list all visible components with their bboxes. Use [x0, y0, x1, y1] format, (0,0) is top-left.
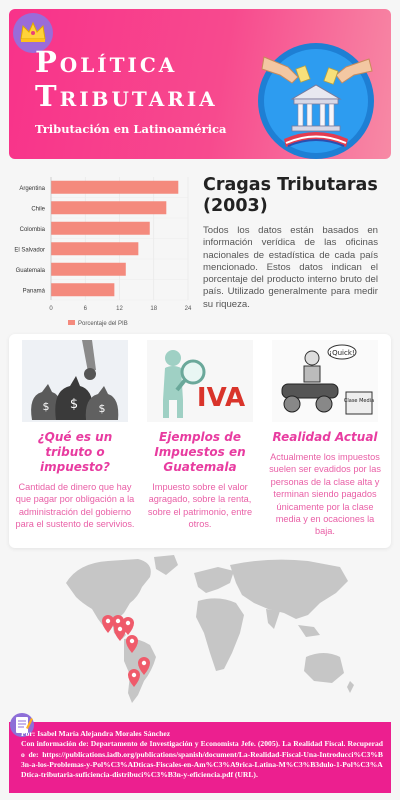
cards-panel — [9, 334, 391, 548]
cartoon-speech: ¡Quick! — [329, 349, 355, 357]
x-tick-label: 0 — [49, 306, 53, 312]
footer-source: Con información de: Departamento de Investigación y Economista Jefe. (2005). La Realidad Fiscal. Recuperado de: https://publications.iadb.org/publications/spanish/document/La-Realidad-Fiscal-Una-Introducci%C3%B3n-a-los-Problemas-y-Pol%C3%ADticas-Fiscales-en-Am%C3%A9rica-Latina-M%C3%B3dulo-1-Pol%C3%ADtica-tributaria-suficiencia-distribuci%C3%B3n-y-eficiencia.pdf (URL). — [21, 739, 383, 780]
cartoon-image — [272, 340, 378, 422]
map-pin-icon — [114, 623, 126, 641]
bar-label: Colombia — [19, 226, 45, 233]
footer-credits — [9, 722, 391, 793]
legend-swatch — [68, 320, 75, 325]
iva-label: IVA — [196, 383, 246, 413]
map-pin-icon — [102, 615, 114, 633]
page-title — [35, 45, 218, 113]
svg-text:$: $ — [42, 400, 50, 413]
title-line-2: Tributaria — [35, 79, 218, 113]
tax-building-illustration — [254, 39, 379, 159]
card-text: Actualmente los impuestos suelen ser evadidos por las personas de la clase alta y terminan siendo pagados únicamente por la clase media y en ocaciones la baja. — [269, 452, 381, 537]
bar — [51, 222, 150, 235]
bar — [51, 201, 166, 214]
footer-author: Por: Isabel María Alejandra Morales Sánchez — [21, 729, 171, 738]
map-pin-dot — [142, 661, 146, 665]
bar — [51, 242, 138, 255]
card-current-reality — [265, 340, 385, 538]
x-tick-label: 18 — [150, 306, 158, 312]
map-pin-dot — [106, 619, 110, 623]
bar-label: Guatemala — [15, 267, 45, 274]
money-bags-image — [22, 340, 128, 422]
bar-label: Chile — [31, 206, 45, 213]
card-text: Cantidad de dinero que hay que pagar por obligación a la administración del gobierno para el sustento de servivios. — [15, 482, 135, 530]
card-what-is-tax — [15, 340, 135, 531]
bar — [51, 181, 178, 194]
bar-label: Panamá — [22, 288, 45, 295]
header-banner — [9, 9, 391, 159]
map-pin-dot — [118, 627, 122, 631]
bar — [51, 263, 126, 276]
map-pin-dot — [132, 673, 136, 677]
footer-text — [21, 729, 383, 780]
cartoon-sign: Clase Media — [343, 398, 375, 404]
tax-burden-bar-chart — [8, 172, 200, 334]
bar — [51, 283, 114, 296]
chart-description: Todos los datos están basados en información verídica de las oficinas nacionales de estadística de cada país mencionado. Estos datos indican el porcentaje del producto interno bruto del país. Utilizado generalmente para medir su riqueza. — [203, 225, 378, 310]
map-pin-dot — [130, 639, 134, 643]
card-tax-examples — [140, 340, 260, 531]
map-pin-dot — [116, 619, 120, 623]
title-line-1: Política — [35, 45, 178, 79]
svg-text:$: $ — [69, 397, 79, 412]
legend-label: Porcentaje del PIB — [78, 321, 128, 327]
card-text: Impuesto sobre el valor agragado, sobre la renta, sobre el patrimonio, entre otros. — [147, 482, 253, 530]
card-title: Ejemplos de Impuestos en Guatemala — [154, 430, 246, 474]
bar-label: El Salvador — [14, 247, 45, 254]
map-pin-dot — [126, 621, 130, 625]
chart-heading: Cragas Tributaras (2003) — [203, 175, 378, 216]
x-tick-label: 6 — [83, 306, 87, 312]
card-title: Realidad Actual — [272, 430, 378, 444]
card-title: ¿Qué es un tributo o impuesto? — [37, 430, 113, 474]
x-tick-label: 12 — [116, 306, 123, 312]
bar-label: Argentina — [19, 185, 45, 192]
iva-magnifier-image — [147, 340, 253, 422]
x-tick-label: 24 — [184, 306, 192, 312]
world-map — [58, 553, 358, 713]
page-subtitle: Tributación en Latinoamérica — [35, 122, 227, 136]
svg-text:$: $ — [98, 402, 106, 415]
